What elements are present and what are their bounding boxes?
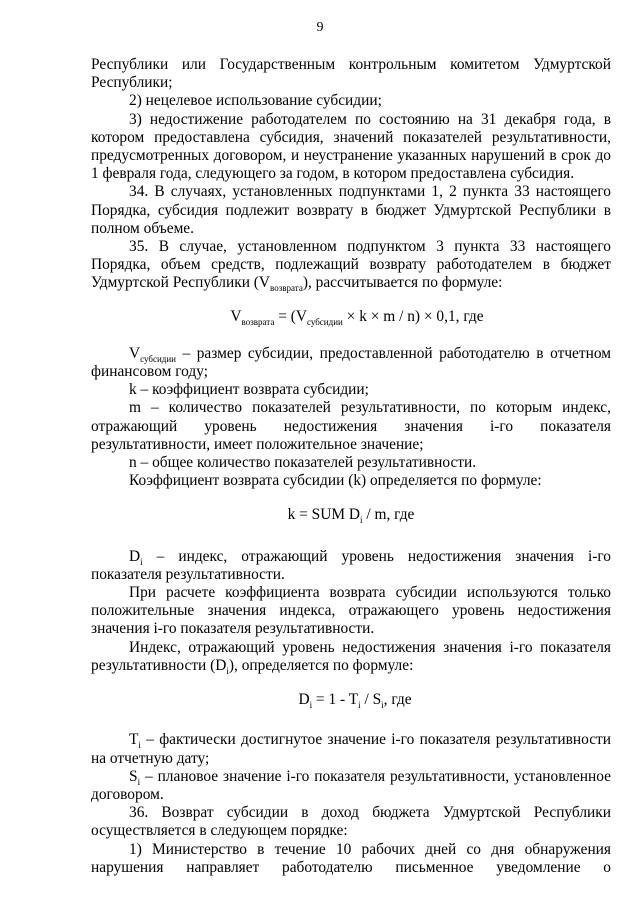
definition-n: n – общее количество показателей результативности. — [129, 454, 477, 472]
formula-k: k = SUM $D_i$ / m, где — [287, 506, 415, 526]
definition-di: $D_i$ – индекс, отражающий уровень недостижения значения i-го показателя результативности. — [91, 547, 611, 583]
page-number: 9 — [316, 20, 324, 35]
list-item-3: 3) недостижение работодателем по состоянию на 31 декабря года, в котором предоставлена субсидия, значений показателей результативности, предусмотренных договором, и неустранение указанных нарушений в срок до 1 февраля года, следующего за годом, в котором предоставлена субсидия. — [91, 110, 611, 183]
definition-v-subsidy: $V_{субсидии}$ – размер субсидии, предоставленной работодателю в отчетном финансовом году; — [91, 344, 611, 381]
clause-35: 35. В случае, установленном подпунктом 3 пункта 33 настоящего Порядка, объем средств, подлежащий возврату работодателем в бюджет Удмуртской Республики $(V_{возврата})$, рассчитывается по формуле: — [91, 238, 611, 294]
list-item-2: 2) нецелевое использование субсидии; — [129, 92, 382, 110]
clause-36-item-1: 1) Министерство в течение 10 рабочих дней со дня обнаружения нарушения направляет работодателю письменное уведомление о — [91, 840, 611, 876]
definition-m: m – количество показателей результативности, по которым индекс, отражающий уровень недостижения значения i-го показателя результативности, имеет положительное значение; — [91, 399, 611, 453]
clause-36: 36. Возврат субсидии в доход бюджета Удмуртской Республики осуществляется в следующем порядке: — [91, 804, 611, 840]
paragraph-continuation: Республики или Государственным контрольным комитетом Удмуртской Республики; — [91, 56, 611, 92]
document-body — [91, 56, 611, 877]
clause-34: 34. В случаях, установленных подпунктами 1, 2 пункта 33 настоящего Порядка, субсидия подлежит возврату в бюджет Удмуртской Республики в полном объеме. — [91, 183, 611, 237]
formula-refund-volume: $V_{возврата} = (V_{субсидии} \times k \times m / n) \times 0,1$, где — [230, 307, 484, 327]
k-intro: Коэффициент возврата субсидии (k) определяется по формуле: — [129, 472, 542, 490]
index-intro: Индекс, отражающий уровень недостижения значения i-го показателя результативности $(D_i)$, определяется по формуле: — [91, 638, 611, 676]
definition-k: k – коэффициент возврата субсидии; — [129, 381, 369, 399]
formula-di: $D_i = 1 - T_i / S_i$, где — [298, 691, 412, 711]
definition-si: $S_i$ – плановое значение i-го показателя результативности, установленное договором. — [91, 767, 611, 803]
calculation-note: При расчете коэффициента возврата субсидии используются только положительные значения индекса, отражающего уровень недостижения значения i-го показателя результативности. — [91, 584, 611, 638]
definition-ti: $T_i$ – фактически достигнутое значение i-го показателя результативности на отчетную дату; — [91, 731, 611, 767]
